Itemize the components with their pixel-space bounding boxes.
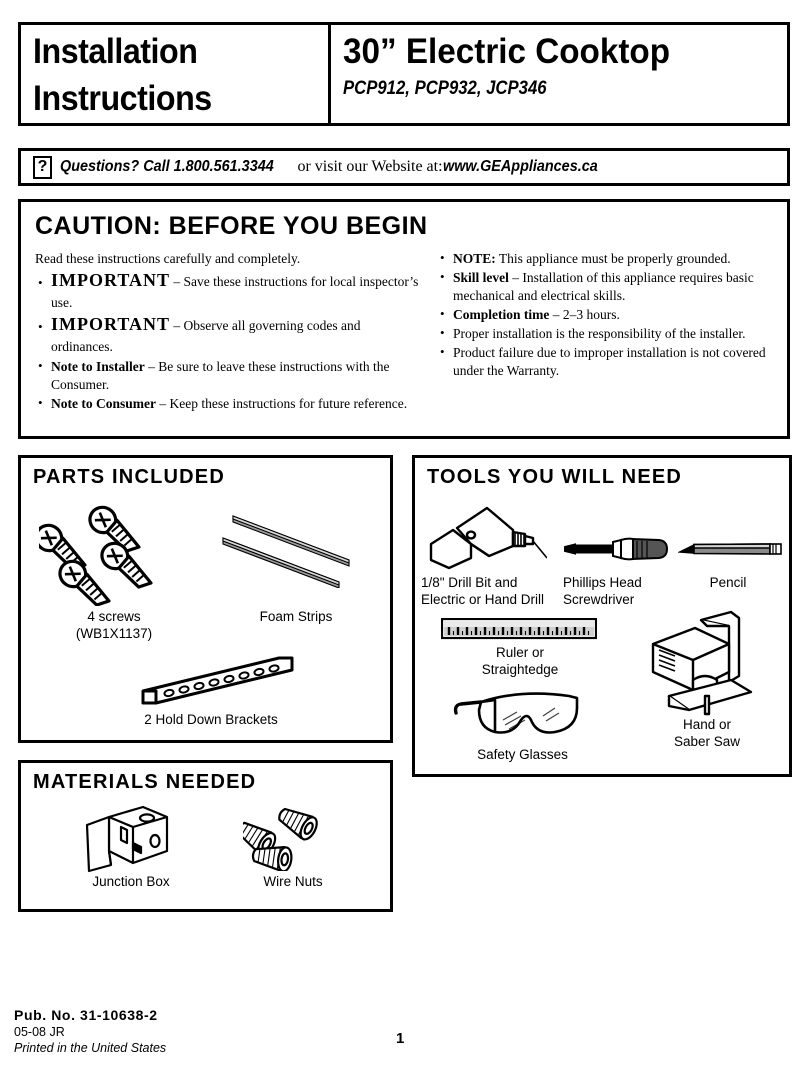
junction-box-caption: Junction Box [92, 874, 170, 889]
caution-list-item [437, 344, 773, 380]
questions-middle-text: or visit our Website at: [297, 158, 443, 175]
materials-needed-panel [18, 760, 393, 912]
caution-list-item: • Completion time – 2–3 hours. [437, 306, 773, 324]
ruler-illustration [441, 618, 597, 640]
caution-item-lead: Note to Installer [51, 359, 145, 374]
caution-list-item: • IMPORTANT – Observe all governing codes and ordinances. [35, 314, 425, 357]
header-product-block [331, 25, 787, 123]
caution-item-text: 2–3 hours. [562, 307, 620, 322]
caution-section [18, 199, 790, 439]
pencil-illustration [678, 540, 783, 560]
caution-intro: Read these instructions carefully and completely. [35, 251, 301, 266]
questions-bar [18, 148, 790, 186]
document-footer [14, 1006, 166, 1056]
caution-list-item: • Skill level – Installation of this appliance requires basic mechanical and electrical skills. [437, 269, 773, 305]
caution-item-text: Product failure due to improper installation is not covered under the Warranty. [453, 345, 766, 378]
wire-nuts-illustration [243, 799, 343, 871]
screws-caption-line2: (WB1X1137) [75, 626, 153, 641]
caution-left-column [35, 250, 433, 414]
ruler-caption-line1: Ruler or [495, 645, 544, 660]
saber-saw-illustration [643, 610, 768, 720]
safety-glasses-caption: Safety Glasses [477, 747, 568, 762]
caution-item-lead: NOTE: [453, 251, 496, 266]
caution-item-lead: Completion time [453, 307, 550, 322]
saw-caption-line1: Hand or [682, 717, 732, 732]
caution-heading: CAUTION: BEFORE YOU BEGIN [35, 212, 428, 240]
caution-left-list [35, 270, 425, 413]
caution-right-list [437, 250, 773, 380]
caution-list-item: • Note to Consumer – Keep these instructions for future reference. [35, 395, 425, 413]
product-title: 30” Electric Cooktop [343, 32, 671, 71]
caution-item-lead: IMPORTANT [51, 270, 171, 290]
caution-list-item: • IMPORTANT – Save these instructions for local inspector’s use. [35, 270, 425, 313]
caution-item-text: Installation of this appliance requires basic mechanical and electrical skills. [453, 270, 754, 303]
model-numbers: PCP912, PCP932, JCP346 [343, 78, 547, 99]
screwdriver-illustration [563, 536, 673, 562]
caution-item-text: Save these instructions for local inspector’s use. [51, 274, 419, 310]
publication-number: Pub. No. 31-10638-2 [14, 1007, 158, 1023]
pencil-caption: Pencil [709, 575, 747, 590]
caution-item-lead: Skill level [453, 270, 509, 285]
drill-caption-line1: 1/8" Drill Bit and [421, 575, 518, 590]
parts-included-panel [18, 455, 393, 743]
foam-strips-caption: Foam Strips [259, 609, 333, 624]
questions-phone-text: Questions? Call 1.800.561.3344 [60, 158, 274, 175]
screwdriver-caption-line2: Screwdriver [563, 592, 635, 607]
caution-item-text: Be sure to leave these instructions with the Consumer. [51, 359, 390, 392]
tools-needed-heading: TOOLS YOU WILL NEED [427, 466, 683, 488]
website-link[interactable]: www.GEAppliances.ca [442, 158, 598, 175]
ruler-caption-line2: Straightedge [481, 662, 559, 677]
printed-in: Printed in the United States [14, 1041, 167, 1055]
foam-strips-illustration [221, 498, 371, 588]
caution-list-item [437, 325, 773, 343]
caution-right-column [433, 250, 773, 414]
caution-item-text: This appliance must be properly grounded. [498, 251, 731, 266]
question-mark-icon: ? [33, 156, 52, 179]
page-number: 1 [396, 1030, 405, 1047]
header-title-block [21, 25, 331, 123]
caution-item-lead: Note to Consumer [51, 396, 156, 411]
document-header [18, 22, 790, 126]
drill-illustration [427, 500, 547, 572]
date-code: 05-08 JR [14, 1025, 65, 1039]
wire-nuts-caption: Wire Nuts [263, 874, 323, 889]
caution-item-lead: IMPORTANT [51, 314, 171, 334]
drill-caption-line2: Electric or Hand Drill [421, 592, 545, 607]
header-title-line1: Installation [33, 32, 198, 71]
screwdriver-caption-line1: Phillips Head [563, 575, 642, 590]
caution-item-text: Proper installation is the responsibility of the installer. [453, 326, 746, 341]
parts-included-heading: PARTS INCLUDED [33, 466, 225, 488]
saw-caption-line2: Saber Saw [673, 734, 741, 749]
caution-item-text: Keep these instructions for future reference. [169, 396, 408, 411]
caution-item-text: Observe all governing codes and ordinances. [51, 318, 361, 354]
caution-list-item [437, 250, 773, 268]
tools-needed-panel [412, 455, 792, 777]
safety-glasses-illustration [451, 686, 591, 744]
hold-down-bracket-illustration [129, 653, 309, 713]
brackets-caption: 2 Hold Down Brackets [144, 712, 278, 727]
materials-needed-heading: MATERIALS NEEDED [33, 771, 257, 793]
caution-list-item: • Note to Installer – Be sure to leave these instructions with the Consumer. [35, 358, 425, 394]
screws-caption-line1: 4 screws [87, 609, 141, 624]
screws-illustration [39, 496, 189, 606]
junction-box-illustration [81, 803, 181, 873]
header-title-line2: Instructions [33, 79, 212, 118]
